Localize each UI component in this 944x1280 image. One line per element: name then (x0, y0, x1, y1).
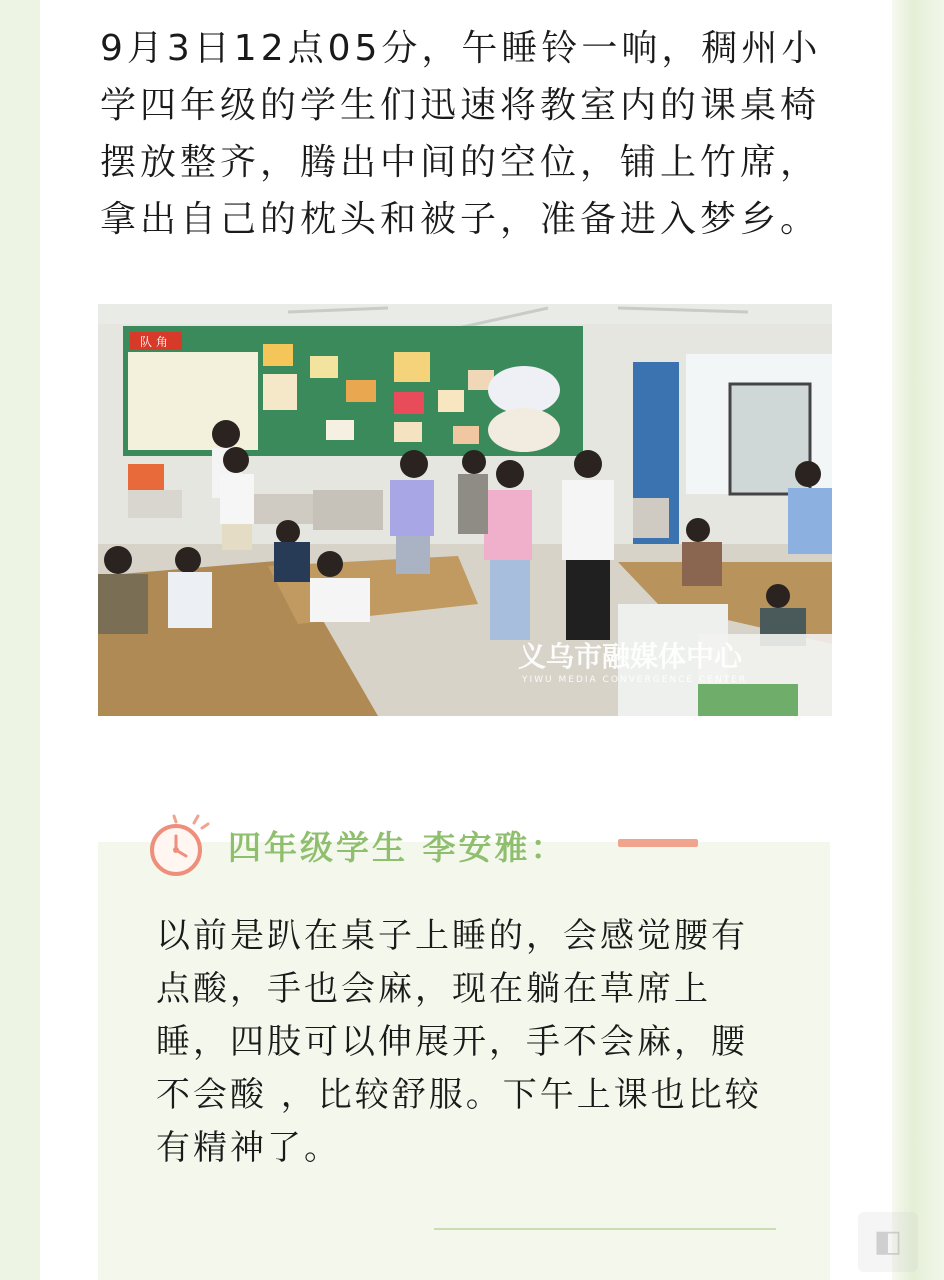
accent-bar (618, 839, 698, 847)
side-margin (892, 0, 944, 1280)
corner-watermark-icon: ◧ (858, 1212, 918, 1272)
intro-paragraph: 9月3日12点05分，午睡铃一响，稠州小学四年级的学生们迅速将教室内的课桌椅摆放整齐，腾出中间的空位，铺上竹席，拿出自己的枕头和被子，准备进入梦乡。 (100, 28, 822, 240)
classroom-photo[interactable] (98, 304, 832, 716)
clock-icon (146, 810, 218, 882)
board-sign: 队 角 (140, 335, 168, 349)
speaker-name: 四年级学生 李安雅： (228, 828, 567, 867)
quote-text: 以前是趴在桌子上睡的，会感觉腰有点酸，手也会麻，现在躺在草席上睡，四肢可以伸展开，手不会麻，腰不会酸 ，比较舒服。下午上课也比较有精神了。 (156, 916, 762, 1168)
watermark-subtitle: YIWU MEDIA CONVERGENCE CENTER (522, 675, 748, 685)
quote-divider (434, 1228, 776, 1230)
watermark-title: 义乌市融媒体中心 (518, 640, 743, 673)
